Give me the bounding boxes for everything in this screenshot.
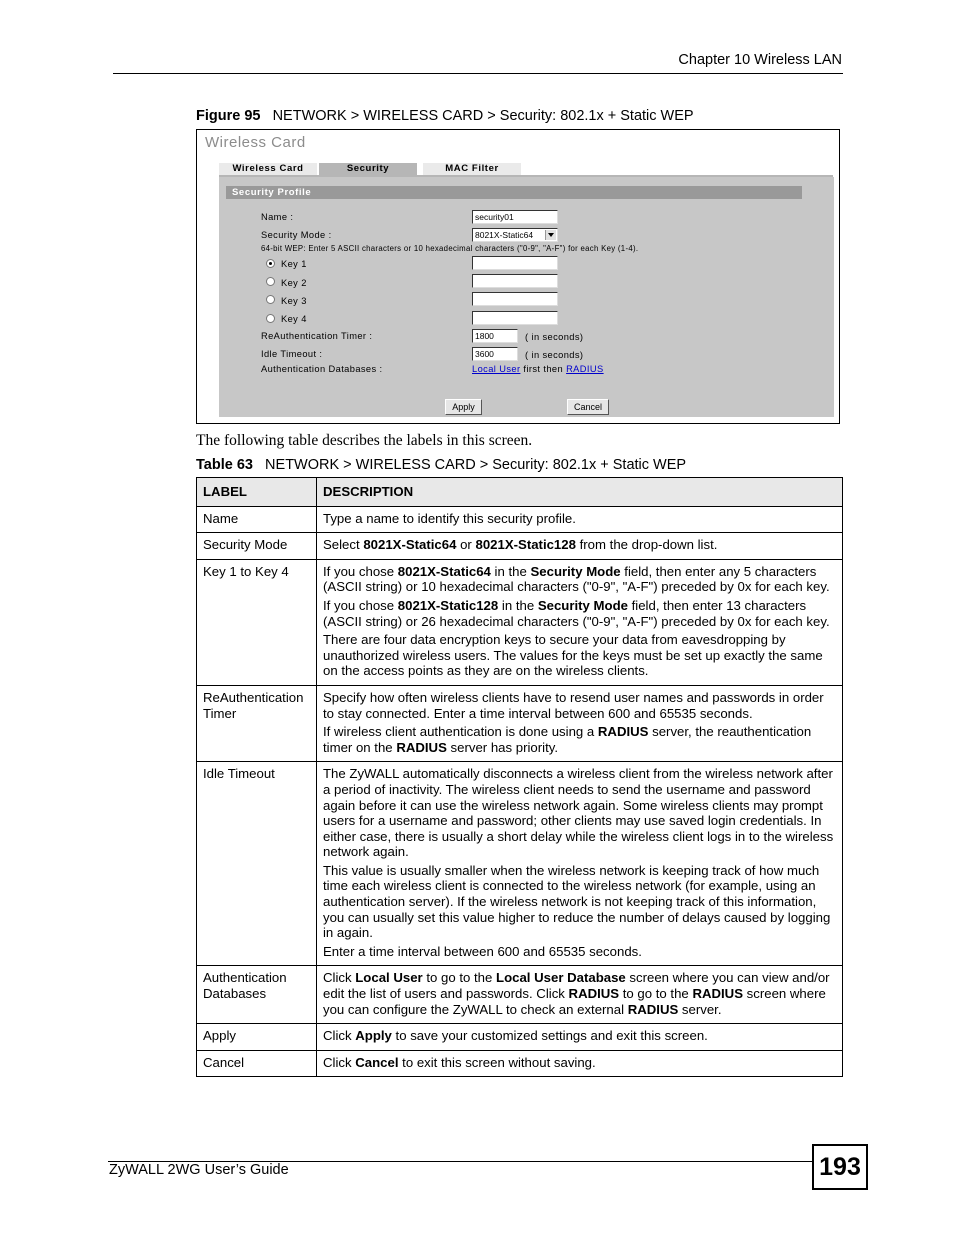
key2-label: Key 2 <box>281 278 307 288</box>
row-description <box>317 762 843 966</box>
name-input[interactable]: security01 <box>472 210 558 224</box>
wep-hint: 64-bit WEP: Enter 5 ASCII characters or 10 hexadecimal characters ("0-9", "A-F") for each Key (1-4). <box>261 244 639 253</box>
header-rule <box>113 73 843 74</box>
page-number: 193 <box>812 1144 868 1190</box>
key4-input[interactable] <box>472 311 558 325</box>
figure-caption <box>196 108 694 124</box>
reauth-input[interactable]: 1800 <box>472 329 518 343</box>
section-title: Security Profile <box>226 186 802 199</box>
description-paragraph: Click Cancel to exit this screen without saving. <box>323 1054 596 1070</box>
key3-radio[interactable] <box>266 295 275 304</box>
table-row <box>197 506 843 533</box>
key2-input[interactable] <box>472 274 558 288</box>
reauth-label: ReAuthentication Timer : <box>261 331 373 341</box>
row-label: Idle Timeout <box>197 762 317 966</box>
row-description <box>317 685 843 761</box>
description-paragraph: The ZyWALL automatically disconnects a wireless client from the wireless network after a period of inactivity. The wireless client needs to send the username and password again before it can use the wireless network again. Some wireless clients may prompt users for a username and password; other clients may use saved login credentials. In either case, there is usually a short delay while the wireless client logs in to the wireless network again. <box>323 766 834 860</box>
table-label: Table 63 <box>196 457 253 473</box>
tab-security[interactable]: Security <box>319 163 417 175</box>
header-label: LABEL <box>197 478 317 507</box>
description-paragraph: If you chose 8021X-Static64 in the Security Mode field, then enter any 5 characters (ASCII string) or 10 hexadecimal characters ("0-9", "A-F") preceded by 0x for each key. <box>323 563 830 595</box>
apply-button[interactable]: Apply <box>445 399 482 415</box>
idle-timeout-label: Idle Timeout : <box>261 349 323 359</box>
row-description <box>317 1024 843 1051</box>
guide-title: ZyWALL 2WG User’s Guide <box>109 1162 289 1178</box>
description-paragraph: Click Local User to go to the Local User Database screen where you can view and/or edit the list of users and passwords. Click RADIUS to go to the RADIUS screen where you can configure the ZyWALL to check an external RADIUS server. <box>323 970 830 1017</box>
table-row <box>197 685 843 761</box>
row-description <box>317 533 843 560</box>
table-row <box>197 762 843 966</box>
chevron-down-icon[interactable] <box>545 230 556 240</box>
key4-radio[interactable] <box>266 314 275 323</box>
table-caption <box>196 457 686 473</box>
security-mode-label: Security Mode : <box>261 230 332 240</box>
security-mode-value: 8021X-Static64 <box>475 230 534 240</box>
key3-label: Key 3 <box>281 296 307 306</box>
figure-screenshot <box>196 129 840 424</box>
key1-input[interactable] <box>472 256 558 270</box>
cancel-button[interactable]: Cancel <box>567 399 609 415</box>
name-label: Name : <box>261 212 294 222</box>
table-row <box>197 1024 843 1051</box>
idle-timeout-unit: ( in seconds) <box>525 350 584 360</box>
key1-radio[interactable] <box>266 259 275 268</box>
row-label: Apply <box>197 1024 317 1051</box>
security-mode-select[interactable] <box>472 228 558 242</box>
description-paragraph: Type a name to identify this security profile. <box>323 510 576 526</box>
tab-mac-filter[interactable]: MAC Filter <box>423 163 521 175</box>
local-user-link[interactable]: Local User <box>472 364 521 374</box>
screen-title: Wireless Card <box>205 134 306 151</box>
header-description: DESCRIPTION <box>317 478 843 507</box>
row-label: Cancel <box>197 1050 317 1077</box>
description-paragraph: Enter a time interval between 600 and 65535 seconds. <box>323 943 642 959</box>
description-table <box>196 477 843 1077</box>
table-row <box>197 966 843 1024</box>
key3-input[interactable] <box>472 292 558 306</box>
key4-label: Key 4 <box>281 314 307 324</box>
row-label: Name <box>197 506 317 533</box>
row-description <box>317 966 843 1024</box>
description-paragraph: If wireless client authentication is done using a RADIUS server, the reauthentication timer on the RADIUS server has priority. <box>323 724 812 755</box>
row-description <box>317 559 843 685</box>
table-row <box>197 1050 843 1077</box>
description-paragraph: This value is usually smaller when the wireless network is keeping track of how much time each wireless client is connected to the wireless network (for example, using an authentication server). If the wireless network is not keeping track of this information, you can usually set this value higher to reduce the number of delays caused by logging in again. <box>323 862 831 941</box>
description-paragraph: Specify how often wireless clients have to resend user names and passwords in order to stay connected. Enter a time interval between 600 and 65535 seconds. <box>323 689 824 721</box>
table-caption-text: NETWORK > WIRELESS CARD > Security: 802.1x + Static WEP <box>265 457 687 473</box>
intro-text: The following table describes the labels in this screen. <box>196 432 533 449</box>
reauth-unit: ( in seconds) <box>525 332 584 342</box>
row-label: ReAuthentication Timer <box>197 685 317 761</box>
idle-timeout-input[interactable]: 3600 <box>472 347 518 361</box>
auth-db-label: Authentication Databases : <box>261 364 383 374</box>
row-description <box>317 506 843 533</box>
table-header-row <box>197 478 843 507</box>
key2-radio[interactable] <box>266 277 275 286</box>
table-row <box>197 559 843 685</box>
row-label: Key 1 to Key 4 <box>197 559 317 685</box>
figure-label: Figure 95 <box>196 108 261 124</box>
tab-wireless-card[interactable]: Wireless Card <box>219 163 317 175</box>
radius-link[interactable]: RADIUS <box>566 364 604 374</box>
auth-db-value <box>472 364 604 374</box>
key1-label: Key 1 <box>281 259 307 269</box>
description-paragraph: If you chose 8021X-Static128 in the Security Mode field, then enter 13 characters (ASCII string) or 26 hexadecimal characters ("0-9", "A-F") preceded by 0x for each key. <box>323 597 830 629</box>
auth-db-mid: first then <box>523 364 564 374</box>
table-row <box>197 533 843 560</box>
description-paragraph: There are four data encryption keys to secure your data from eavesdropping by unauthorized wireless users. The values for the keys must be set up exactly the same on the access points as they are on the wireless clients. <box>323 632 823 679</box>
row-label: Security Mode <box>197 533 317 560</box>
row-description <box>317 1050 843 1077</box>
chapter-title: Chapter 10 Wireless LAN <box>678 52 842 68</box>
row-label: Authentication Databases <box>197 966 317 1024</box>
description-paragraph: Select 8021X-Static64 or 8021X-Static128 from the drop-down list. <box>323 537 718 553</box>
table-body <box>197 506 843 1077</box>
description-paragraph: Click Apply to save your customized settings and exit this screen. <box>323 1028 708 1044</box>
figure-caption-text: NETWORK > WIRELESS CARD > Security: 802.1x + Static WEP <box>272 108 694 124</box>
